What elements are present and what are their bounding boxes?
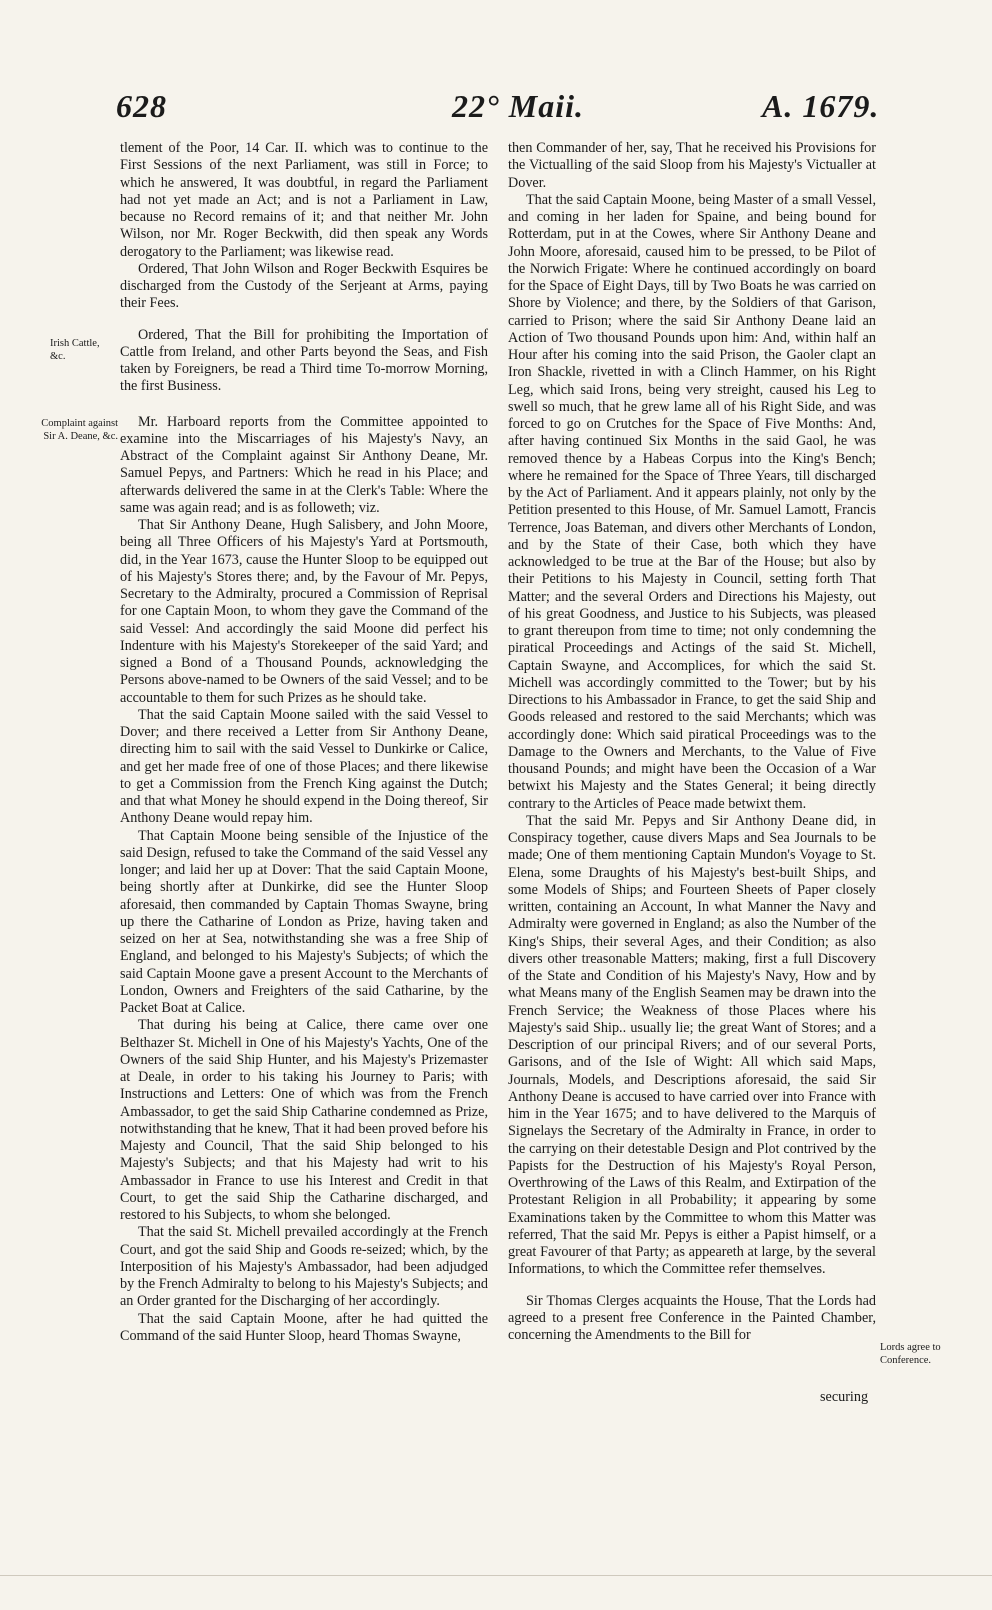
left-column (120, 140, 488, 1345)
paragraph: Mr. Harboard reports from the Committee appointed to examine into the Miscarriages of his Majesty's Navy, an Abstract of the Complaint against Sir Anthony Deane, Mr. Samuel Pepys, and Partners: Which he read in his Place; and afterwards delivered the same in at the Clerk's Table: Where the same was again read; and is as followeth; viz. (120, 413, 488, 516)
page-date: 22° Maii. (452, 88, 585, 124)
paragraph: That during his being at Calice, there came over one Belthazer St. Michell in One of his Majesty's Yachts, One of the Owners of the said Ship Hunter, and his Majesty's Prizemaster at Deale, in order to his taking his Journey to Paris; with Instructions and Letters: One of which was from the French Ambassador, to get the said Ship Catharine condemned as Prize, notwithstanding that he knew, That it had been proved before his Majesty and Council, That the said Ship belonged to his Majesty's Subjects; and that his Majesty had writ to his Ambassador in France to use his Interest and Credit in that Court, to get the said Ship the Catharine discharged, and restored to his Subjects, to whom she belonged. (120, 1017, 488, 1223)
paragraph: That Captain Moone being sensible of the Injustice of the said Design, refused to take the Command of the said Vessel any longer; and laid her up at Dover: That the said Captain Moone, being shortly after at Dunkirke, did see the Hunter Sloop aforesaid, then commanded by Captain Thomas Swayne, bring up there the Catharine of London as Prize, having taken and seized on her at Sea, notwithstanding she was a free Ship of England, and belonged to his Majesty's Subjects; of which the said Captain Moone gave a present Account to the Merchants of London, Owners and Freighters of the said Catharine, by the Packet Boat at Calice. (120, 827, 488, 1016)
paragraph: Ordered, That the Bill for prohibiting the Importation of Cattle from Ireland, and other Parts beyond the Seas, and Fish taken by Foreigners, be read a Third time To-morrow Morning, the first Business. (120, 326, 488, 395)
paragraph: That the said Mr. Pepys and Sir Anthony Deane did, in Conspiracy together, cause divers Maps and Sea Journals to be made; One of them mentioning Captain Mundon's Voyage to St. Elena, some Draughts of his Majesty's best-built Ships, and some Models of Ships; and Fourteen Sheets of Paper closely written, containing an Account, In what Manner the Navy and Admiralty were governed in England; as also the Number of the King's Ships, their several Ages, and their Condition; as also divers other treasonable Matters; making, first a full Discovery of the State and Condition of his Majesty's Navy, How and by what Means many of the English Seamen may be drawn into the French Service; the Weakness of those Places where his Majesty's said Ship.. usually lie; the great Want of Stores; and a Description of our principal Rivers; and of our several Ports, Garisons, and of the Isle of Wight: All which said Maps, Journals, Models, and Descriptions aforesaid, the said Sir Anthony Deane is accused to have carried over into France with him in the Year 1675; and to have delivered to the Marquis of Signelays the Secretary of the Admiralty in France, in order to the carrying on their detestable Design and Plot contrived by the Papists for the Destruction of his Majesty's Royal Person, Overthrowing of the Laws of this Realm, and Extirpation of the Protestant Religion in all Probability; it appearing by some Examinations taken by the Committee to whom this Matter was referred, That the said Mr. Pepys is either a Papist himself, or a great Favourer of that Party; as appeareth at large, by the several Informations, to which the Committee refer themselves. (508, 812, 876, 1278)
paragraph: That the said St. Michell prevailed accordingly at the French Court, and got the said Ship and Goods re-seized; which, by the Interposition of his Majesty's Ambassador, had been adjudged by the French Admiralty to belong to his Majesty's Subjects; and an Order granted for the Discharging of her accordingly. (120, 1224, 488, 1310)
paragraph: then Commander of her, say, That he received his Provisions for the Victualling of the said Sloop from his Majesty's Victualler at Dover. (508, 140, 876, 191)
paragraph: That the said Captain Moone, after he had quitted the Command of the said Hunter Sloop, heard Thomas Swayne, (120, 1310, 488, 1344)
page-year: A. 1679. (762, 88, 880, 124)
page-number: 628 (116, 88, 167, 124)
margin-note-irish-cattle: Irish Cattle, &c. (50, 338, 100, 362)
margin-note-lords-agree: Lords agree to Conference. (880, 1342, 941, 1366)
paragraph: Ordered, That John Wilson and Roger Beckwith Esquires be discharged from the Custody of the Serjeant at Arms, paying their Fees. (120, 260, 488, 312)
paragraph: That Sir Anthony Deane, Hugh Salisbery, and John Moore, being all Three Officers of his Majesty's Yard at Portsmouth, did, in the Year 1673, cause the Hunter Sloop to be equipped out of his Majesty's Stores there; and, by the Favour of Mr. Pepys, Secretary to the Admiralty, procured a Commission of Reprisal for one Captain Moon, to whom they gave the Command of the said Vessel: And accordingly the said Moone did perfect his Indenture with his Majesty's Storekeeper of the said Yard; and signed a Bond of a Thousand Pounds, acknowledging the Persons above-named to be Owners of the said Vessel; and to be accountable to them for such Prizes as he should take. (120, 517, 488, 706)
right-column (508, 140, 876, 1344)
paragraph: That the said Captain Moone sailed with the said Vessel to Dover; and there received a Letter from Sir Anthony Deane, directing him to sail with the said Vessel to Dunkirke or Calice, and get her made free of one of those Places; and there likewise to get a Commission from the French King against the Dutch; and that what Money he should expend in the Doing thereof, Sir Anthony Deane would repay him. (120, 706, 488, 827)
margin-note-complaint: Complaint against Sir A. Deane, &c. (41, 418, 118, 442)
scan-edge-divider (0, 1575, 992, 1576)
paragraph: Sir Thomas Clerges acquaints the House, That the Lords had agreed to a present free Conference in the Painted Chamber, concerning the Amendments to the Bill for (508, 1292, 876, 1343)
paragraph: That the said Captain Moone, being Master of a small Vessel, and coming in her laden for Spaine, and being bound for Rotterdam, put in at the Cowes, where Sir Anthony Deane and John Moore, aforesaid, caused him to be pressed, to be Pilot of the Norwich Frigate: Where he continued accordingly on board for the Space of Eight Days, till by Two Boats he was carried on Shore by Violence; and there, by the Soldiers of that Garison, carried to Prison; where the said Sir Anthony Deane laid an Action of Two thousand Pounds upon him: And, within half an Hour after his coming into the said Prison, the Gaoler clapt an Iron Shackle, rivetted in with a Clinch Hammer, on his Right Leg, which said Irons, being very streight, caused his Leg to swell so much, that he grew lame all of his Right Side, and was forced to go on Crutches for the Space of Five Months: And, after having continued Six Months in the said Gaol, he was removed thence by a Habeas Corpus into the King's Bench; where he remained for the Space of Three Years, till discharged by the Act of Parliament. And it appears plainly, not only by the Petition presented to this House, of Mr. Samuel Lamott, Francis Terrence, Joas Bateman, and divers other Merchants of London, and by the State of their Case, both which they have acknowledged to be true at the Bar of the House; but also by their Petitions to his Majesty in Council, setting forth That Matter; and the several Orders and Directions his Majesty, out of his great Goodness, and Justice to his Subjects, was pleased to grant thereupon from time to time; not only condemning the piratical Proceedings and Actings of the said St. Michell, Captain Swayne, and Accomplices, for which the said St. Michell was accordingly committed to the Tower; but by his Directions to his Ambassador in France, to get the said Ship and Goods released and restored to the said Merchants; which was accordingly done: Which said piratical Proceedings was to the Damage to the Owners and Merchants, to the Value of Five thousand Pounds; and might have been the Occasion of a War betwixt his Majesty and the States General; it being directly contrary to the Articles of Peace made betwixt them. (508, 191, 876, 812)
catchword: securing (820, 1389, 869, 1405)
paragraph: tlement of the Poor, 14 Car. II. which was to continue to the First Sessions of the next Parliament, was still in Force; to which he answered, It was doubtful, in regard the Parliament had not yet made an Act; and is not a Parliament in Law, because no Record remains of it; and that neither Mr. John Wilson, nor Mr. Roger Beckwith, did then speak any Words derogatory to the Parliament; was likewise read. (120, 140, 488, 260)
